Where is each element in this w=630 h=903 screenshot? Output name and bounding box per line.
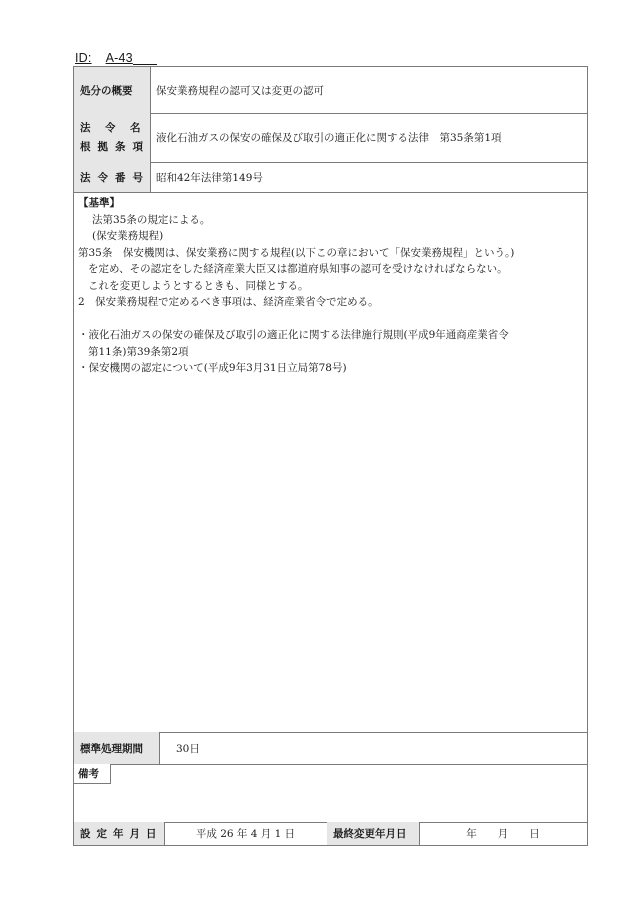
established-date-label <box>73 822 165 846</box>
established-date-value <box>164 822 328 846</box>
document-id <box>75 50 157 65</box>
criteria-line: (保安業務規程) <box>92 230 164 242</box>
law-basis-label <box>73 113 151 163</box>
summary-value-text: 保安業務規程の認可又は変更の認可 <box>156 84 324 97</box>
summary-value <box>150 66 588 114</box>
law-number-value <box>150 162 588 193</box>
law-basis-value-text: 液化石油ガスの保安の確保及び取引の適正化に関する法律 第35条第1項 <box>156 132 502 144</box>
criteria-spacer <box>78 311 583 328</box>
document-id-value: A-43 <box>105 51 133 65</box>
last-modified-label-text: 最終変更年月日 <box>333 828 407 840</box>
criteria-section <box>73 192 588 733</box>
law-number-value-text: 昭和42年法律第149号 <box>156 171 263 184</box>
last-modified-label <box>327 822 420 846</box>
processing-period-label-text: 標準処理期間 <box>80 742 143 755</box>
criteria-line: ・液化石油ガスの保安の確保及び取引の適正化に関する法律施行規則(平成9年通商産業省令 <box>78 329 509 341</box>
criteria-line: 第35条 保安機関は、保安業務に関する規程(以下この章において「保安業務規程」という。) <box>78 246 515 259</box>
processing-period-label <box>73 732 160 765</box>
criteria-line: 法第35条の規定による。 <box>92 213 211 226</box>
last-modified-value-text: 年 月 日 <box>466 828 540 840</box>
law-number-label <box>73 162 151 193</box>
established-date-label-text: 設定年月日 <box>80 828 163 840</box>
processing-period-value-text: 30日 <box>176 742 200 755</box>
criteria-line: これを変更しようとするときも、同様とする。 <box>88 279 309 292</box>
remarks-label <box>73 764 111 784</box>
document-id-label: ID: <box>75 51 92 65</box>
criteria-line: ・保安機関の認定について(平成9年3月31日立局第78号) <box>78 362 347 374</box>
criteria-heading: 【基準】 <box>78 197 120 209</box>
law-name-label-text: 法 令 名 <box>80 121 143 134</box>
criteria-line: 第11条)第39条第2項 <box>88 345 189 358</box>
criteria-line: を定め、その認定をした経済産業大臣又は都道府県知事の認可を受けなければならない。 <box>88 263 508 275</box>
law-number-label-text: 法令番号 <box>80 171 150 184</box>
last-modified-value <box>419 822 588 846</box>
remarks-area <box>73 764 588 823</box>
summary-label-text: 処分の概要 <box>80 84 133 97</box>
law-basis-value <box>150 113 588 163</box>
criteria-line: 2 保安業務規程で定めるべき事項は、経済産業省令で定める。 <box>78 296 379 308</box>
established-date-value-text: 平成 26 年 4 月 1 日 <box>195 828 296 840</box>
remarks-label-text: 備考 <box>78 768 99 780</box>
summary-label <box>73 66 151 114</box>
law-basis-label-text: 根拠条項 <box>80 140 150 153</box>
processing-period-value <box>159 732 588 765</box>
